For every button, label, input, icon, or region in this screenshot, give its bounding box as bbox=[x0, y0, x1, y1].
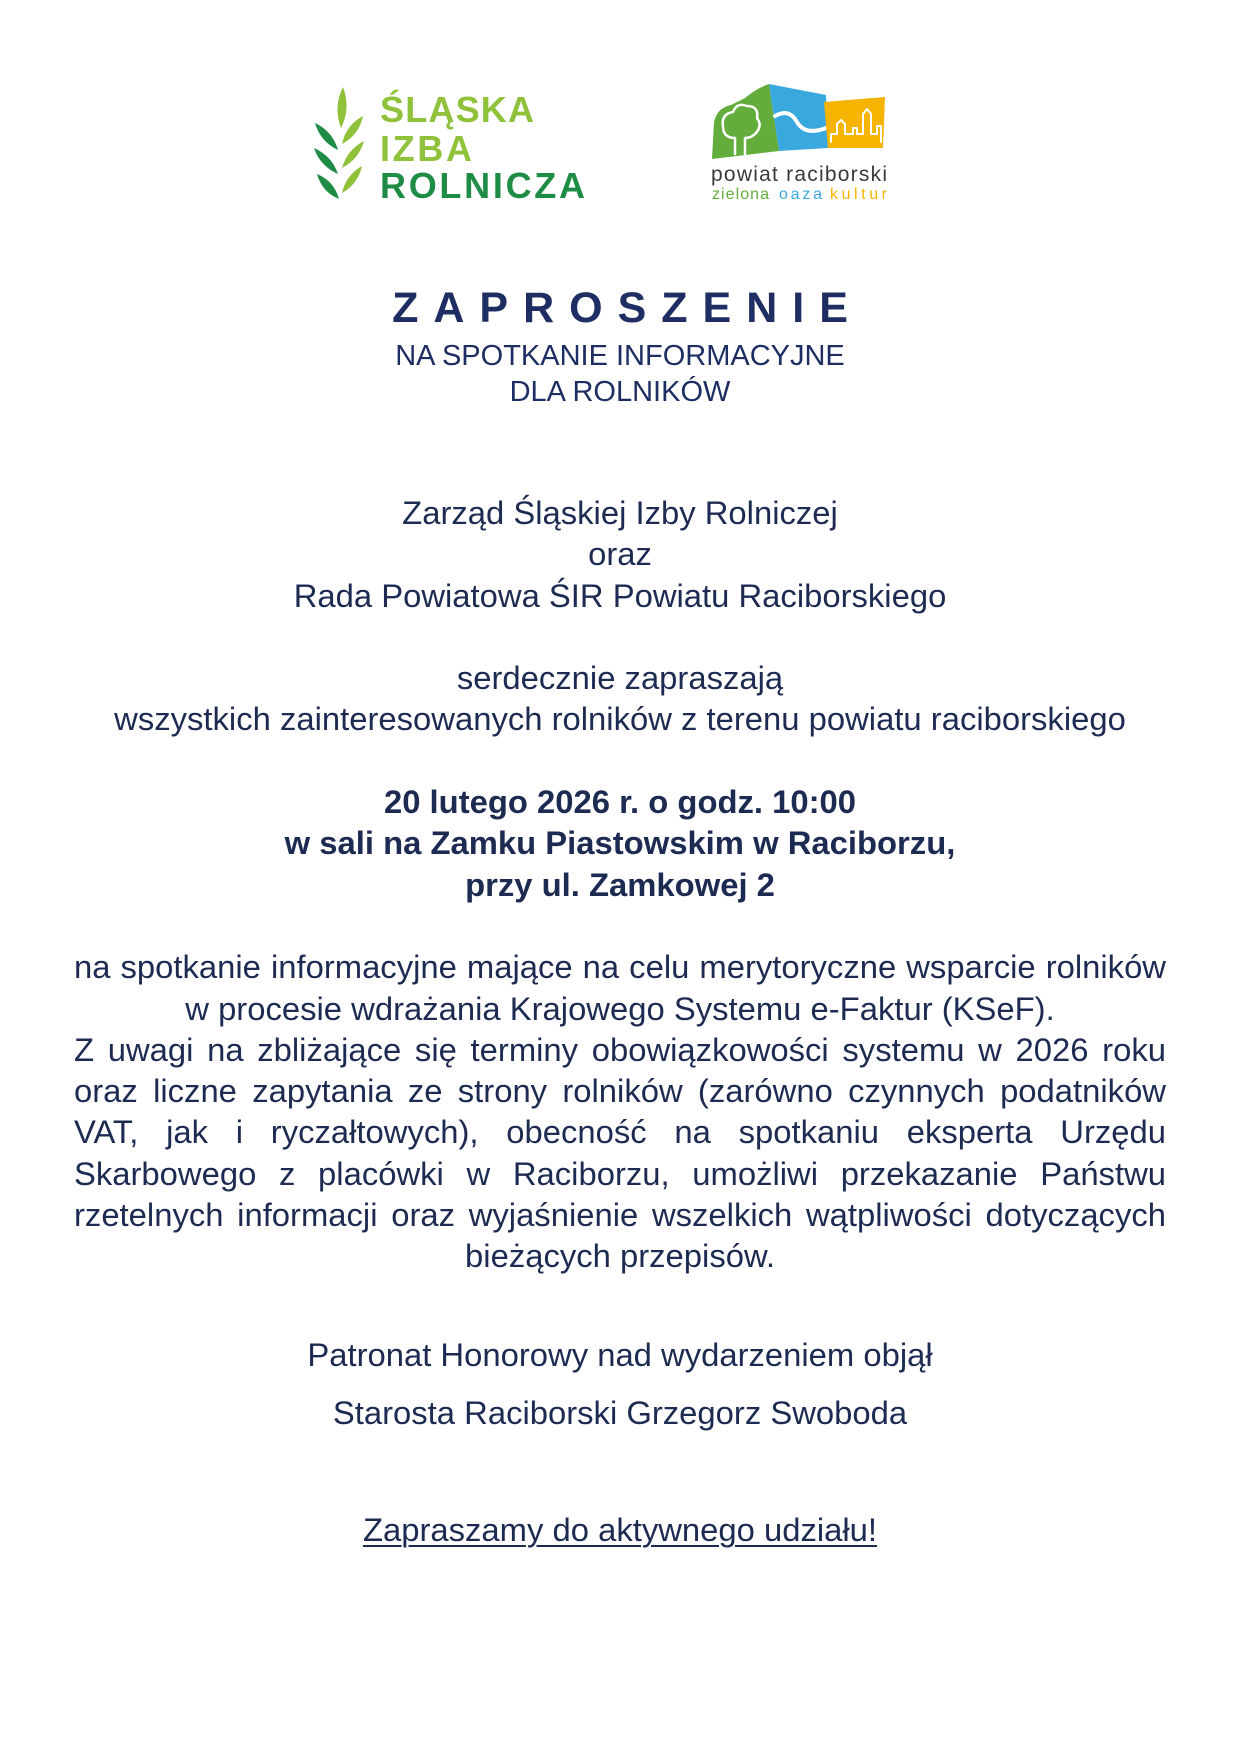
leaf-left-1 bbox=[315, 123, 338, 150]
event-details bbox=[74, 781, 1166, 905]
event-date: 20 lutego 2026 r. o godz. 10:00 bbox=[383, 783, 857, 821]
details-paragraph bbox=[74, 1029, 1166, 1277]
event-address: przy ul. Zamkowej 2 bbox=[465, 865, 775, 903]
purpose-paragraph bbox=[74, 946, 1166, 1029]
invitation-text bbox=[74, 657, 1166, 740]
organizers bbox=[74, 492, 1166, 616]
powiat-raciborski-logo bbox=[705, 78, 895, 208]
logo-tagline-oaza: oaza bbox=[779, 186, 822, 203]
yellow-panel bbox=[824, 97, 885, 148]
paragraph-line: Z uwagi na zbliżające się terminy obowiązkowości systemu w 2026 roku bbox=[74, 1030, 1166, 1068]
patronage-line: Patronat Honorowy nad wydarzeniem objął bbox=[307, 1336, 933, 1373]
logo-text-rolnicza: ROLNICZA bbox=[380, 165, 585, 206]
patron-name: Starosta Raciborski Grzegorz Swoboda bbox=[332, 1394, 908, 1431]
leaf-left-2 bbox=[314, 148, 338, 174]
paragraph-line: Skarbowego z placówki w Raciborzu, umożliwi przekazanie Państwu bbox=[74, 1154, 1166, 1192]
paragraph-line: bieżących przepisów. bbox=[465, 1237, 775, 1275]
invitation-title: ZAPROSZENIE bbox=[392, 284, 863, 332]
organizer-line: Zarząd Śląskiej Izby Rolniczej bbox=[402, 494, 838, 531]
closing-text: Zapraszamy do aktywnego udziału! bbox=[362, 1511, 878, 1548]
wheat-leaf-icon bbox=[314, 87, 364, 199]
invitation-line: wszystkich zainteresowanych rolników z terenu powiatu raciborskiego bbox=[114, 700, 1126, 738]
logo-tagline-kultur: kultur bbox=[830, 186, 887, 203]
invitation-subtitle bbox=[74, 338, 1166, 410]
closing-call bbox=[74, 1509, 1166, 1550]
paragraph-line: VAT, jak i ryczałtowych), obecność na spotkaniu eksperta Urzędu bbox=[74, 1113, 1166, 1151]
invitation-line: serdecznie zapraszają bbox=[456, 659, 784, 697]
leaf-right-3 bbox=[342, 166, 362, 193]
paragraph-line: w procesie wdrażania Krajowego Systemu e-Faktur (KSeF). bbox=[185, 989, 1055, 1027]
logo-text-slaska: ŚLĄSKA bbox=[380, 89, 534, 130]
event-venue: w sali na Zamku Piastowskim w Raciborzu, bbox=[284, 824, 956, 862]
leaf-right-2 bbox=[342, 141, 364, 168]
organizer-line: Rada Powiatowa ŚIR Powiatu Raciborskiego bbox=[293, 576, 947, 614]
subtitle-line: NA SPOTKANIE INFORMACYJNE bbox=[395, 340, 845, 372]
blue-panel bbox=[769, 84, 828, 151]
paragraph-line: rzetelnych informacji oraz wyjaśnienie wszelkich wątpliwości dotyczących bbox=[74, 1196, 1166, 1234]
subtitle-line: DLA ROLNIKÓW bbox=[509, 376, 731, 408]
paragraph-line: oraz liczne zapytania ze strony rolników (zarówno czynnych podatników bbox=[74, 1072, 1166, 1110]
leaf-right-1 bbox=[342, 116, 363, 144]
logo-text-powiat: powiat raciborski bbox=[711, 163, 887, 186]
slaska-izba-rolnicza-logo bbox=[305, 78, 595, 208]
invitation-body bbox=[74, 492, 1166, 1277]
logo-tagline-zielona: zielona bbox=[712, 186, 769, 203]
leaf-left-3 bbox=[317, 174, 339, 199]
powiat-map-icon bbox=[712, 84, 885, 159]
organizer-line: oraz bbox=[588, 535, 652, 573]
paragraph-line: na spotkanie informacyjne mające na celu merytoryczne wsparcie rolników bbox=[74, 948, 1166, 986]
logo-text-izba: IZBA bbox=[380, 128, 472, 169]
leaf-top bbox=[337, 87, 346, 128]
